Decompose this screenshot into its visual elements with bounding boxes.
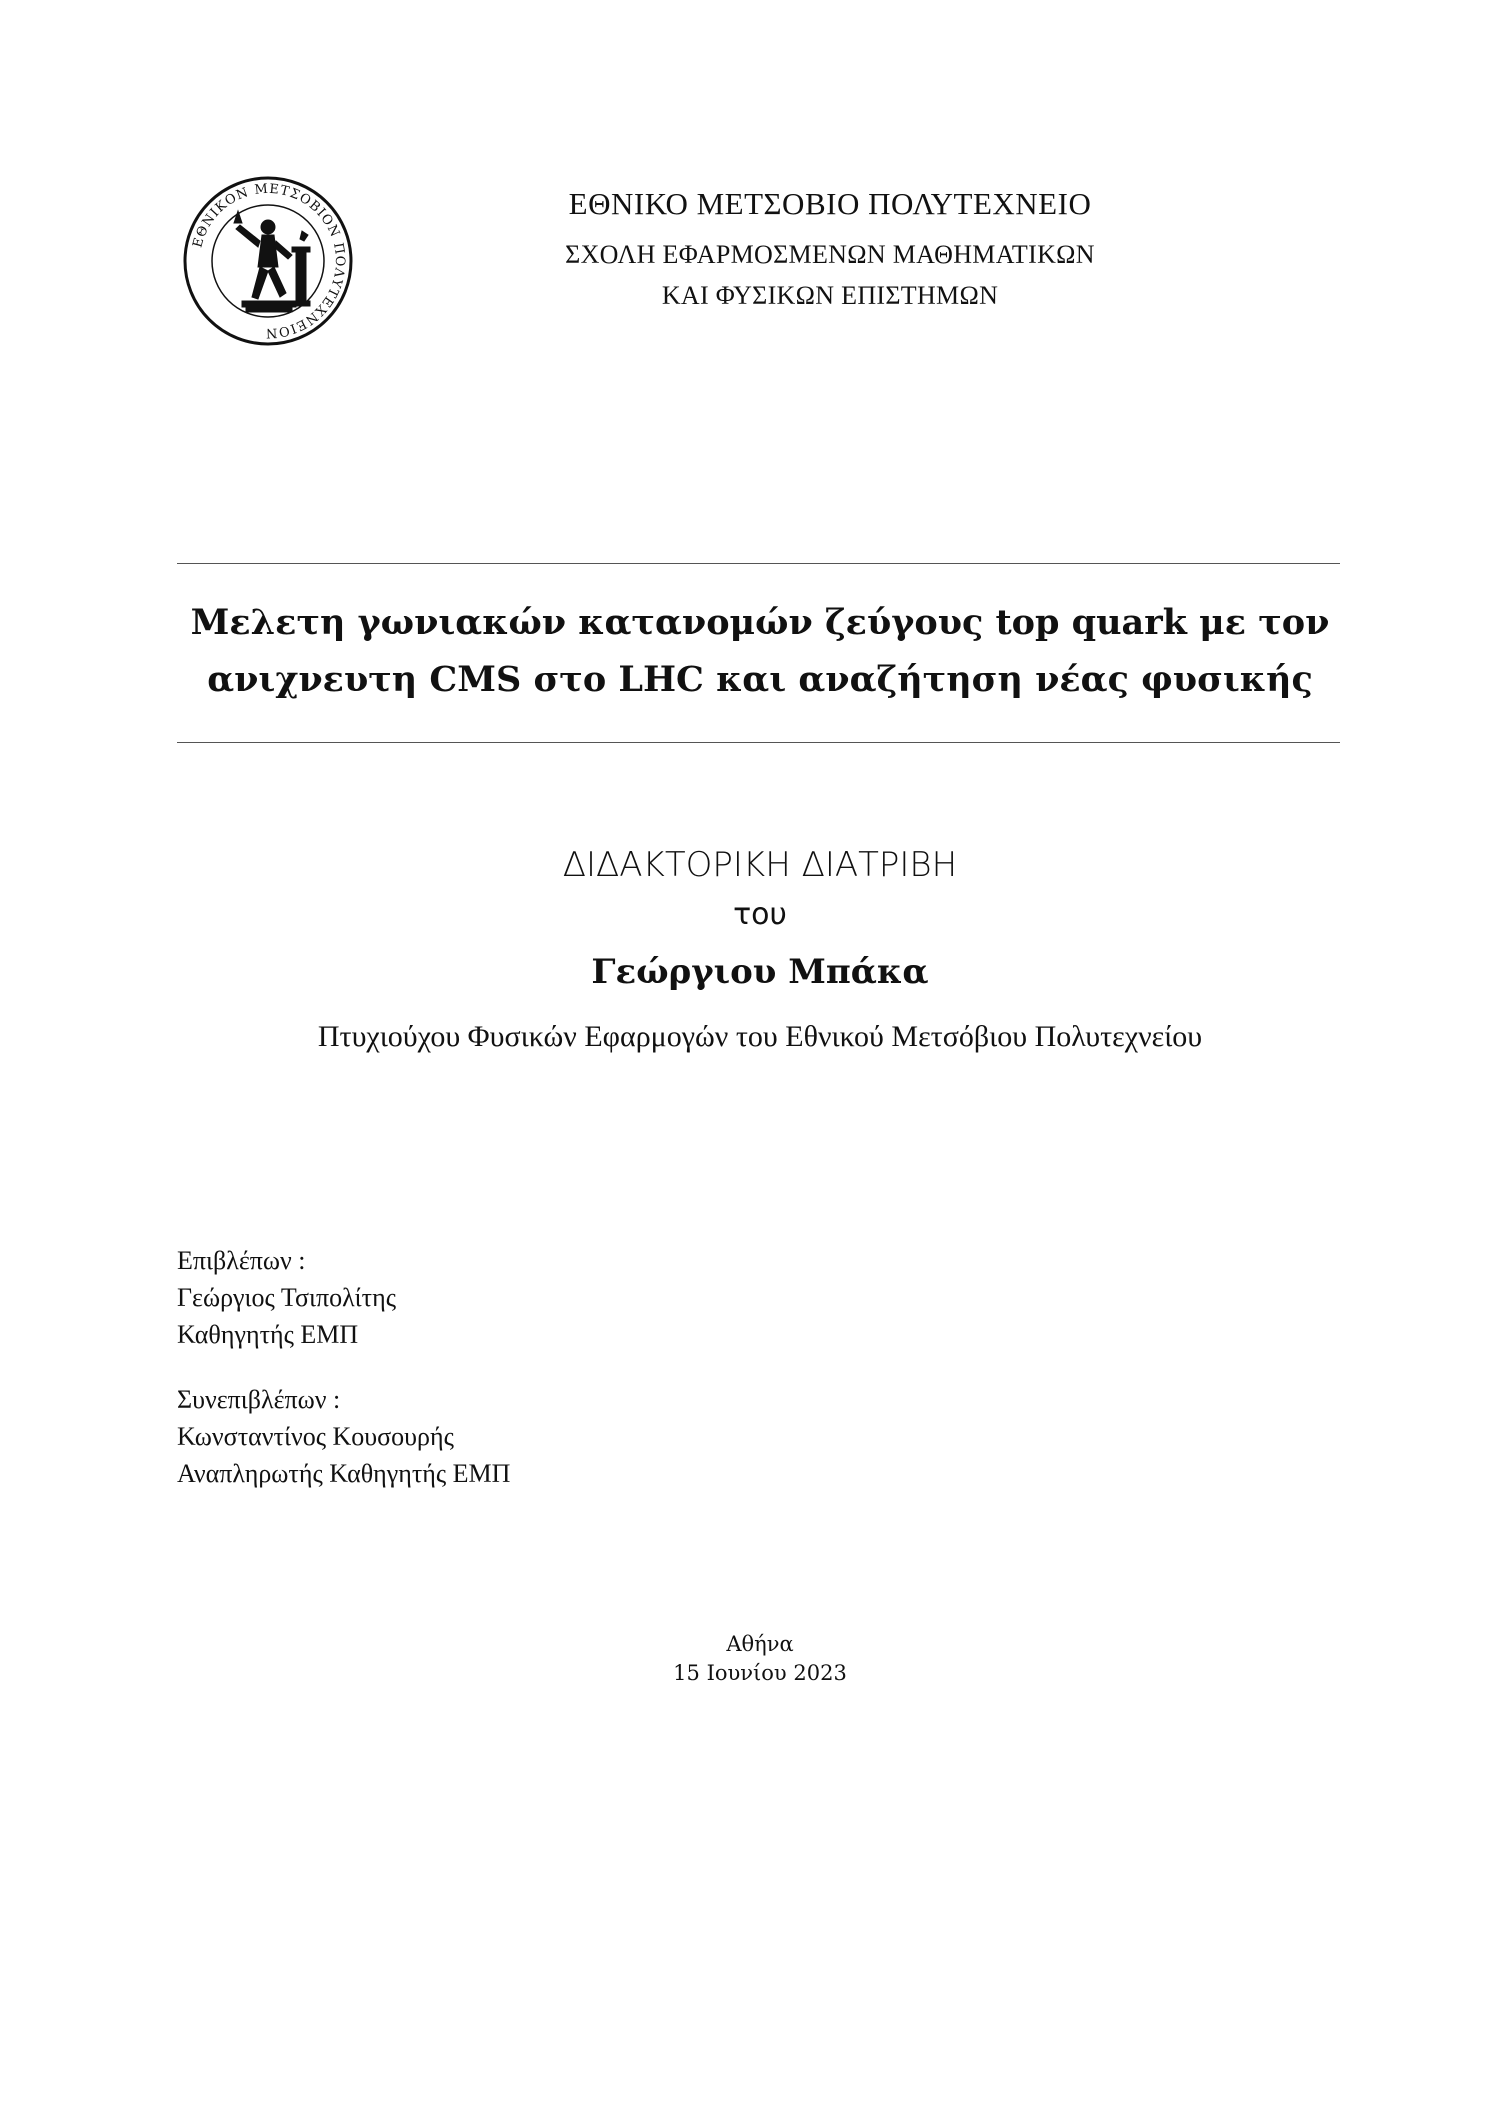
thesis-title-line-2: ανιχνευτη CMS στο LHC και αναζήτηση νέας φυσικής (207, 659, 1313, 700)
school-name-line-1: ΣΧΟΛΗ ΕΦΑΡΜΟΣΜΕΝΩΝ ΜΑΘΗΜΑΤΙΚΩΝ (565, 240, 1095, 269)
date: 15 Ιουνίου 2023 (673, 1661, 847, 1685)
place: Αθήνα (726, 1632, 794, 1656)
supervisor-label: Επιβλέπων : (177, 1246, 306, 1275)
thesis-type: ΔΙΔΑΚΤΟΡΙΚΗ ΔΙΑΤΡΙΒΗ (562, 845, 958, 885)
supervisor-name: Γεώργιος Τσιπολίτης (177, 1283, 397, 1312)
supervisor-block (177, 1242, 396, 1353)
author-name: Γεώργιου Μπάκα (591, 952, 929, 992)
thesis-of: του (733, 897, 787, 932)
university-name: ΕΘΝΙΚΟ ΜΕΤΣΟΒΙΟ ΠΟΛΥΤΕΧΝΕΙΟ (568, 186, 1092, 221)
thesis-title-line-1: Μελετη γωνιακών κατανομών ζεύγους top quark με τον (190, 602, 1330, 643)
cosupervisor-label: Συνεπιβλέπων : (177, 1385, 341, 1414)
supervisor-title: Καθηγητής ΕΜΠ (177, 1320, 359, 1349)
cosupervisor-block (177, 1381, 510, 1492)
school-name-line-2: ΚΑΙ ΦΥΣΙΚΩΝ ΕΠΙΣΤΗΜΩΝ (661, 281, 999, 310)
title-top-rule (177, 563, 1340, 564)
university-seal (182, 175, 354, 347)
title-bottom-rule (177, 742, 1340, 743)
seal-lettering: ΕΘΝΙΚΟΝ ΜΕΤΣΟΒΙΟΝ ΠΟΛΥΤΕΧΝΕΙΟΝ (190, 181, 348, 341)
cosupervisor-name: Κωνσταντίνος Κουσουρής (177, 1422, 454, 1451)
cosupervisor-title: Αναπληρωτής Καθηγητής ΕΜΠ (177, 1459, 511, 1488)
author-degree: Πτυχιούχου Φυσικών Εφαρμογών του Εθνικού Μετσόβιου Πολυτεχνείου (317, 1020, 1203, 1053)
